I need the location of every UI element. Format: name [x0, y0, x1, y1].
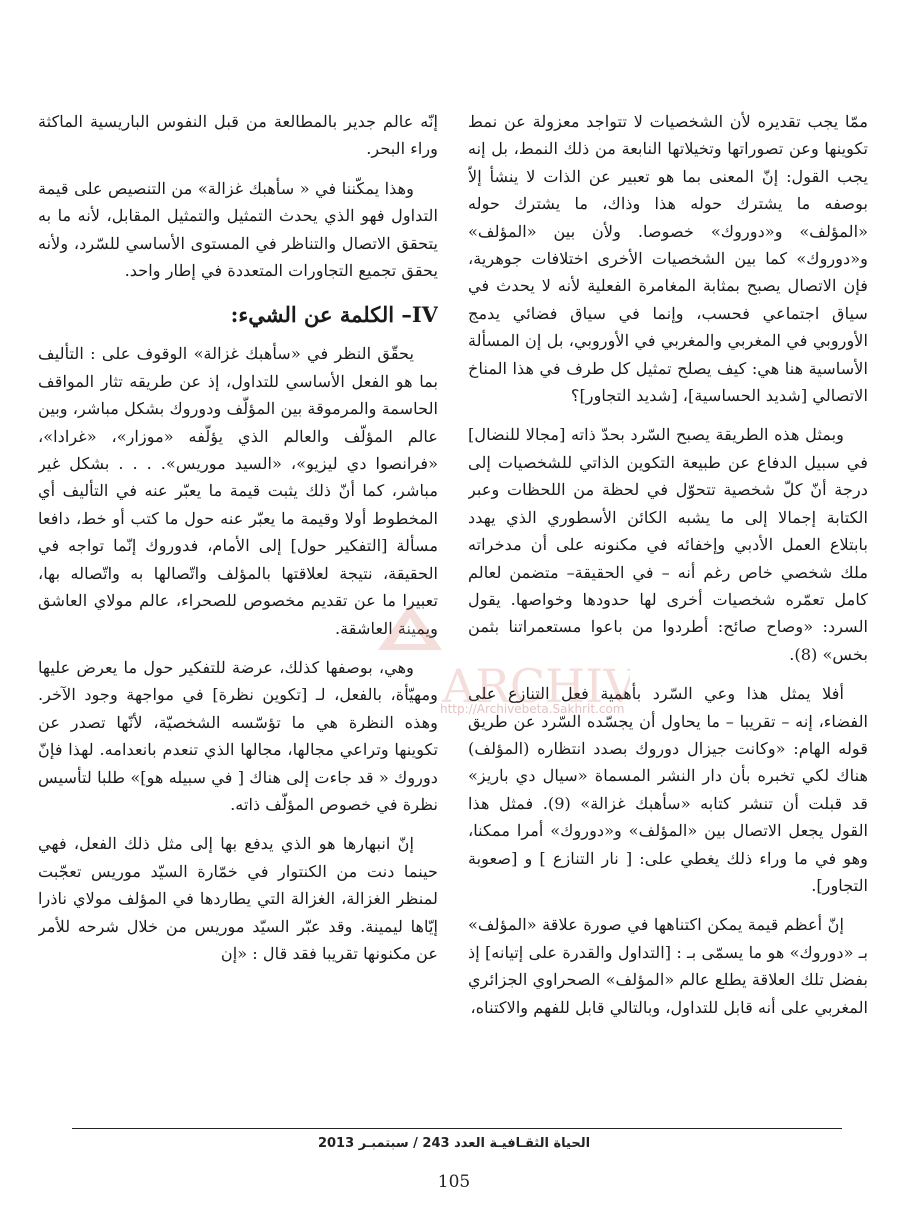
page-number: 105 — [437, 1172, 471, 1192]
paragraph: وهذا يمكّننا في « سأهبك غزالة» من التنصيص على قيمة التداول فهو الذي يحدث التمثيل والتمثيل المقابل، لأنه ما به يتحقق الاتصال والتناظر في المستوى الأساسي للسّرد، ولأنه يحقق تجميع التجاورات المتعددة في إطار واحد. — [38, 178, 438, 281]
right-column — [468, 108, 868, 1118]
paragraph: إنّ أعظم قيمة يمكن اكتناهها في صورة علاقة «المؤلف» بـ «دوروك» هو ما يسمّى بـ : [التداول والقدرة على إتيانه] إذ بفضل تلك العلاقة يطلع عالم «المؤلف» الصحراوي الجزائري المغربي على أنه قابل للتداول، وبالتالي قابل للفهم والاكتناه، — [468, 915, 868, 1017]
paragraph: أفلا يمثل هذا وعي السّرد بأهمية فعل التنازع على الفضاء، إنه – تقريبا – ما يحاول أن يجسّده السّرد عن طريق قوله الهام: «وكانت جيزال دوروك بصدد انتظاره (المؤلف) هناك لكي تخبره بأن دار النشر المسماة «سيال دي باريز» قد قبلت أن تنشر كتابه «سأهبك غزالة» (9). فمثل هذا القول يجعل الاتصال بين «المؤلف» و«دوروك» أمرا ممكنا، وهو في ما وراء ذلك يغطي على: [ نار التنازع ] و [صعوبة التجاور]. — [468, 684, 868, 895]
paragraph: وبمثل هذه الطريقة يصبح السّرد بحدّ ذاته [مجالا للنضال] في سبيل الدفاع عن طبيعة التكوين الذاتي للشخصيات إلى درجة أنّ كلّ شخصية تتحوّل في لحظة من اللحظات وعبر الكتابة إجمالا إلى ما يشبه الكائن الأسطوري الذي يهدد بابتلاع العمل الأدبي وإخفائه في مكنونه على أن مدخراته ملك شخصي خاص رغم أنه – في الحقيقة– متضمن لعالم كامل تعمّره شخصيات أخرى لها حدودها وخواصها. يقول السرد: «وصاح صائح: أطردوا من باعوا مستعمراتنا بثمن بخس» (8). — [468, 425, 868, 664]
paragraph: إنّ انبهارها هو الذي يدفع بها إلى مثل ذلك الفعل، فهي حينما دنت من الكنتوار في خمّارة السيّد موريس تعجّبت لمنظر الغزالة، الغزالة التي يطاردها في المؤلف مولاي ناذرا إيّاها ليمينة. وقد عبّر السيّد موريس من خلال شرحه للأمر عن مكنونها تقريبا فقد قال : «إن — [38, 834, 438, 963]
paragraph: إنّه عالم جدير بالمطالعة من قبل النفوس الباريسية الماكثة وراء البحر. — [38, 112, 438, 159]
left-column — [38, 108, 438, 1118]
running-footer: الحياة الثقـافيـة العدد 243 / سبتمبـر 2013 — [317, 1136, 591, 1151]
section-heading: IV– الكلمة عن الشيء: — [230, 302, 438, 328]
paragraph: وهي، بوصفها كذلك، عرضة للتفكير حول ما يعرض عليها ومهيّأة، بالفعل، لـ [تكوين نظرة] في مواجهة وجود الآخر. وهذه النظرة هي ما تؤسّسه الشخصيّة، لأنّها تصدر عن تكوينها وتراعي مجالها، مجالها الذي تنعدم بانعدامه. لهذا فإنّ دوروك « قد جاءت إلى هناك [ في سبيله هو]» طلبا لتأسيس نظرة في خصوص المؤلّف ذاته. — [38, 657, 438, 814]
paragraph: يحقّق النظر في «سأهبك غزالة» الوقوف على : التأليف بما هو الفعل الأساسي للتداول، إذ عن طريقه تثار المواقف الحاسمة والمرموقة بين المؤلّف ودوروك بشكل مباشر، وبين عالم المؤلّف والعالم الذي يؤلّفه «موزار»، «غرادا»، «فرانصوا دي ليزيو»، «السيد موريس». . . . بشكل غير مباشر، كما أنّ ذلك يثبت قيمة ما يعبّر عنه في التأليف أي المخطوط أولا وقيمة ما يعبّر عنه حول ما كتب أو خط، دافعا مسألة [التفكير حول] إلى الأمام، فدوروك إنّما تواجه في الحقيقة، نتيجة لعلاقتها بالمؤلف واتّصالها به واتّصاله بها، تعبيرا ما عن تقديم مخصوص للصحراء، عالم مولاي العاشق ويمينة العاشقة. — [38, 344, 438, 638]
footer-rule — [72, 1128, 842, 1129]
svg-text:ARCHIVE: ARCHIV — [442, 659, 630, 713]
watermark-url: http://Archivebeta.Sakhrit.com — [440, 702, 625, 716]
paragraph: ممّا يجب تقديره لأن الشخصيات لا تتواجد معزولة عن نمط تكوينها وعن تصوراتها وتخيلاتها النابعة من ذلك النمط، بل إنه يجب القول: إنّ المعنى بما هو تعبير عن الذات لا ينشأ إلاّ بوصفه ما يشترك حوله هذا وذاك، ما يشترك حوله «المؤلف» و«دوروك» خصوصا. ولأن بين «المؤلف» و«دوروك» كما بين الشخصيات الأخرى اختلافات جوهرية، فإن الاتصال يصبح بمثابة المغامرة الفعلية لأنه لا يحدث في سياق اجتماعي فحسب، وإنما في سياق فضائي يدمج الأوروبي في المغربي والمغربي في الأوروبي، بل إن المسألة الأساسية هنا هي: كيف يصلح تمثيل كل طرف في هذا المناخ الاتصالي [شديد الحساسية]، [شديد التجاور]؟ — [468, 112, 868, 406]
